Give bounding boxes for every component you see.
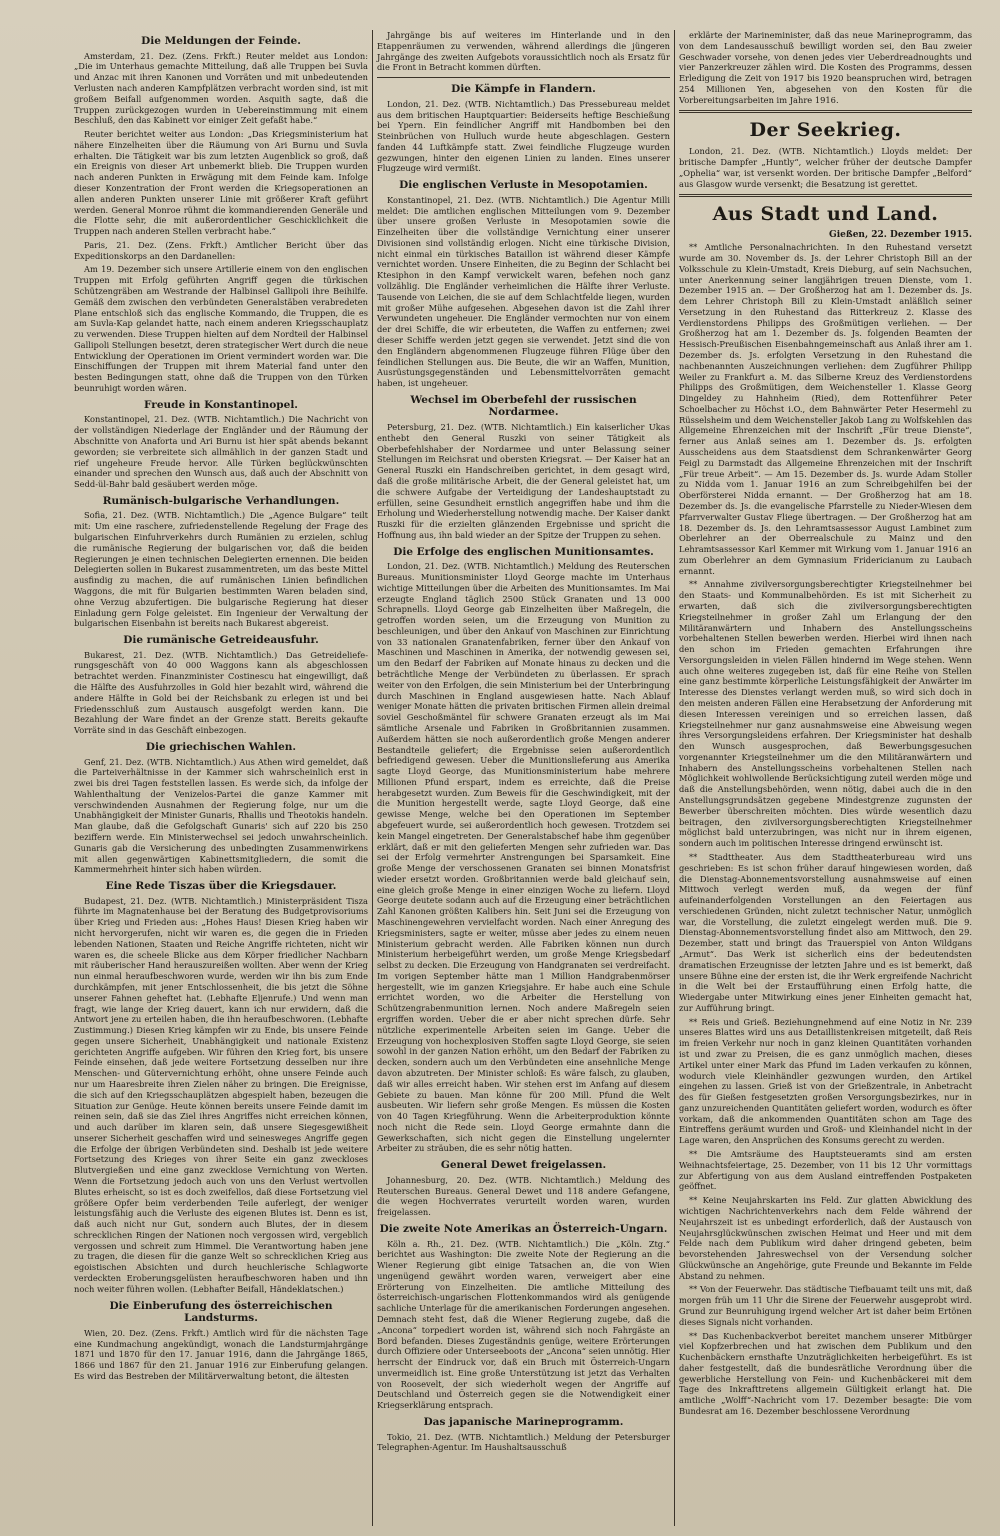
article-paragraph: Bukarest, 21. Dez. (WTB. Nichtamtlich.) Das Getreidelieferungsgeschäft von 40 000 Waggons kann als abgeschlossen betrachtet werden. Finanzminister Costinescu hat eingewilligt, daß die Hälfte des Ausfuhrzolles in Gold hier bezahlt wird, während die andere Hälfte in Gold bei der Reichsbank zu erlegen ist und bei Friedensschluß zum Austausch ausgefolgt werden kann. Die Bezahlung der Ware findet an der Grenze statt. Bereits gekaufte Vorräte sind in das Geschäft einbezogen. (74, 649, 368, 736)
article-paragraph: ** Keine Neujahrskarten ins Feld. Zur glatten Abwicklung des wichtigen Nachrichtenverkehrs nach dem Felde während der Neujahrszeit ist es unbedingt erforderlich, daß der Austausch von Neujahrsglückwünschen zwischen Heimat und Heer und mit dem Felde nach dem Publikum wird daher dringend gebeten, beim bevorstehenden Jahreswechsel von der Versendung solcher Glückwünsche an Angehörige, gute Freunde und Bekannte im Felde Abstand zu nehmen. (679, 1195, 972, 1281)
dateline: Gießen, 22. Dezember 1915. (829, 230, 972, 241)
article-paragraph: erklärte der Marineminister, daß das neue Marineprogramm, das von dem Landesausschuß bewilligt worden sei, den Bau zweier Geschwader vorsehe, von denen jedes vier Ueberdreadnoughts und vier Panzerkreuzer zählen wird. Die Kosten des Programms, dessen Erledigung die Zeit von 1917 bis 1920 beanspruchen wird, betragen 254 Millionen Yen, abgesehen von den Kosten für die Vorbereitungsarbeiten im Jahre 1916. (679, 30, 972, 105)
article-paragraph: Tokio, 21. Dez. (WTB. Nichtamtlich.) Meldung der Petersburger Telegraphen-Agentur. Im Haushaltsausschuß (377, 1431, 670, 1453)
article-paragraph: Konstantinopel, 21. Dez. (WTB. Nichtamtlich.) Die Nachricht von der vollständigen Niederlage der Engländer und der Räumung der Abschnitte von Anaforta und Ari Burnu ist hier spät abends bekannt geworden; sie verbreitete sich allmählich in der ganzen Stadt und rief ungeheure Freude hervor. Alle Türken beglückwünschten einander und sprechen den Wunsch aus, daß auch der Abschnitt von Sedd-ül-Bahr bald gesäubert werden möge. (74, 414, 368, 490)
article-paragraph: Am 19. Dezember sich unsere Artillerie einem von den englischen Truppen mit Erfolg geführten Angriff gegen die türkischen Schützengräben am Westrande der Halbinsel Gallipoli ihre Beihilfe. Gemäß dem zwischen den verbündeten Generalstäben verabredeten Plane entschloß sich das englische Kommando, die Truppen, die es am Suvla-Kap gelandet hatte, nach einem anderen Kriegsschauplatz zu verwenden. Diese Truppen hielten auf dem Nordteil der Halbinsel Gallipoli Stellungen besetzt, deren strategischer Wert durch die neue Entwicklung der Operationen im Orient vermindert worden war. Die Einschiffungen der Truppen mit ihrem Material fand unter den besten Bedingungen statt, ohne daß die Truppen von den Türken beunruhigt worden wären. (74, 264, 368, 394)
article-paragraph: Petersburg, 21. Dez. (WTB. Nichtamtlich.) Ein kaiserlicher Ukas enthebt den General Ruszki von seiner Tätigkeit als Oberbefehlshaber der Nordarmee und unter Belassung seiner Stellungen im Reichsrat und obersten Kriegsrat. — Der Kaiser hat an General Ruszki ein Handschreiben gerichtet, in dem gesagt wird, daß die große militärische Arbeit, die der General geleistet hat, um die schwere Aufgabe der Verteidigung der Landeshauptstadt zu erfüllen, seine Gesundheit ernstlich angegriffen habe und ihm die Erholung und Wiederherstellung notwendig mache. Der Kaiser dankt Ruszki für die erzielten glänzenden Ergebnisse und spricht die Hoffnung aus, ihn bald wieder an der Spitze der Truppen zu sehen. (377, 422, 670, 540)
article-paragraph: Johannesburg, 20. Dez. (WTB. Nichtamtlich.) Meldung des Reuterschen Bureaus. General Dewet und 118 andere Gefangene, die wegen Hochverrates verurteilt worden waren, wurden freigelassen. (377, 1174, 670, 1218)
article-paragraph: Konstantinopel, 21. Dez. (WTB. Nichtamtlich.) Die Agentur Milli meldet: Die amtlichen englischen Mitteilungen vom 9. Dezember über unsere großen Verluste in Mesopotamien sowie die Einzelheiten über die vollständige Vernichtung einer unserer Divisionen sind vollständig erlogen. Nicht eine türkische Division, nicht einmal ein türkisches Bataillon ist während dieser Kämpfe vernichtet worden. Unsere Einheiten, die zu Beginn der Schlacht bei Ktesiphon in den Kampf verwickelt waren, befehen noch ganz vollzählig. Die Engländer verheimlichen die Hälfte ihrer Verluste. Tausende von Leichen, die sie auf dem Schlachtfelde liegen, wurden mit großer Mühe aufgesehen. Abgesehen davon ist die Zahl ihrer Verwundeten ungeheuer. Die Engländer vermochten nur von einem der drei Schiffe, die wir erbeuteten, die Waffen zu entfernen; zwei dieser Schiffe werden jetzt gegen sie verwendet. Jetzt sind die von den Engländern abgenommenen Flugzeuge führen Flüge über den feindlichen Stellungen aus. Die Beute, die wir an Waffen, Munition, Ausrüstungsgegenständen und Lebensmittelvorräten gemacht haben, ist ungeheuer. (377, 194, 670, 389)
headline: General Dewet freigelassen. (440, 1159, 607, 1172)
article-paragraph: Wien, 20. Dez. (Zens. Frkft.) Amtlich wird für die nächsten Tage eine Kundmachung angekündigt, wonach die Landsturmjahrgänge 1871 und 1870 für den 17. Januar 1916, dann die Jahrgänge 1865, 1866 und 1867 für den 21. Januar 1916 zur Einberufung gelangen. Es wird das Bestreben der Militärverwaltung betont, die ältesten (74, 1327, 368, 1381)
article-paragraph: Genf, 21. Dez. (WTB. Nichtamtlich.) Aus Athen wird gemeldet, daß die Parteiverhältnisse in der Kammer sich wahrscheinlich erst in zwei bis drei Tagen feststellen lassen. Es werde sich, da infolge der Wahlenthaltung der Venizelos-Partei die ganze Kammer mit verschwindenden Ausnahmen der Regierung folge, nur um die Unabhängigkeit der Minister Gunaris, Rhallis und Theotokis handeln. Man glaube, daß die Gefolgschaft Gunaris' sich auf 220 bis 250 beziffern werde. Ein Ministerwechsel sei jedoch unwahrscheinlich. Gunaris gab die Versicherung des unbedingten Zusammenwirkens mit allen gegenwärtigen Kabinettsmitgliedern, die somit die Kammermehrheit hinter sich haben würden. (74, 756, 368, 875)
columns (70, 30, 990, 1526)
headline: Die Erfolge des englischen Munitionsamtes. (393, 545, 654, 558)
section-headline: Aus Stadt und Land. (712, 203, 939, 226)
article-paragraph: ** Das Kuchenbackverbot bereitet manchem unserer Mitbürger viel Kopfzerbrechen und hat zwischen dem Publikum und den Kuchenbäckern ernsthafte Unzuträglichkeiten herbeigeführt. Es ist daher festgestellt, daß die bundesrätliche Verordnung über die gewerbliche Herstellung von Fein- und Kuchenbäckerei mit dem Tage des Inkrafttretens allgemein Gültigkeit erlangt hat. Die amtliche „Wolff“-Nachricht vom 17. Dezember besagte: Die vom Bundesrat am 16. Dezember beschlossene Verordnung (679, 1330, 972, 1416)
article-paragraph: ** Reis und Grieß. Beziehungnehmend auf eine Notiz in Nr. 239 unseres Blattes wird uns aus Detaillistenkreisen mitgeteilt, daß Reis im freien Verkehr nur noch in ganz kleinen Quantitäten vorhanden ist und zwar zu Preisen, die es ganz unmöglich machen, dieses Artikel unter einer Mark das Pfund im Laden verkaufen zu können, wodurch viele Kleinhändler gezwungen wurden, den Artikel eingehen zu lassen. Grieß ist von der Grießzentrale, in Anbetracht des für Gießen festgesetzten großen Versorgungsbezirkes, nur in ganz unzureichenden Quantitäten geliefert worden, wodurch es öfter vorkam, daß die ankommenden Quantitäten schon am Tage des Eintreffens geräumt wurden und Groß- und Kleinhandel nicht in der Lage waren, den Ansprüchen des Konsums gerecht zu werden. (679, 1016, 972, 1146)
column-2 (372, 30, 674, 1526)
article-paragraph: Paris, 21. Dez. (Zens. Frkft.) Amtlicher Bericht über das Expeditionskorps an den Dardanellen: (74, 239, 368, 261)
article-paragraph: London, 21. Dez. (WTB. Nichtamtlich.) Lloyds meldet: Der britische Dampfer „Huntly“, welcher früher der deutsche Dampfer „Ophelia“ war, ist versenkt worden. Der britische Dampfer „Belford“ aus Glasgow wurde versenkt; die Besatzung ist gerettet. (679, 146, 972, 189)
article-paragraph: Jahrgänge bis auf weiteres im Hinterlande und in den Etappenräumen zu verwenden, während allerdings die jüngeren Jahrgänge des zweiten Aufgebots voraussichtlich noch als Ersatz für die Front in Betracht kommen dürften. (377, 30, 670, 73)
headline: Das japanische Marineprogramm. (423, 1416, 624, 1428)
headline: Die Kämpfe in Flandern. (451, 83, 596, 96)
section-headline: Der Seekrieg. (749, 119, 902, 142)
headline: Rumänisch-bulgarische Verhandlungen. (102, 494, 340, 507)
article-paragraph: ** Stadttheater. Aus dem Stadttheaterbureau wird uns geschrieben: Es ist schon früher darauf hingewiesen worden, daß die Dienstag-Abonnementsvorstellung ausnahmsweise auf einen Mittwoch verlegt werden muß, da wegen der fünf aufeinanderfolgenden Vorstellungen an den Feiertagen aus verschiedenen Gründen, nicht zuletzt technischer Natur, unmöglich war, die Vorstellung, die zuletzt eingelegt werden muß. Die 9. Dienstag-Abonnementsvorstellung findet also am Mittwoch, den 29. Dezember, statt und bringt das Trauerspiel von Anton Wildgans „Armut“. Das Werk ist sicherlich eins der bedeutendsten dramatischen Erzeugnisse der letzten Jahre und es ist bemerkt, daß unsere Bühne eine der ersten ist, die ihr Werk ergreifende Nachricht in die Welt bei der Erstaufführung einen Erfolg hatte, die Wiedergabe unter Mitwirkung eines jener Einheiten gemacht hat, zur Aufführung bringt. (679, 851, 972, 1013)
article-paragraph: ** Von der Feuerwehr. Das städtische Tiefbauamt teilt uns mit, daß morgen früh um 11 Uhr die Sirene der Feuerwehr ausgeprobt wird. Grund zur Beunruhigung irgend welcher Art ist daher beim Ertönen dieses Signals nicht vorhanden. (679, 1284, 972, 1327)
headline: Freude in Konstantinopel. (144, 398, 298, 411)
headline: Die rumänische Getreideausfuhr. (123, 634, 319, 647)
article-paragraph: Sofia, 21. Dez. (WTB. Nichtamtlich.) Die „Agence Bulgare“ teilt mit: Um eine raschere, zufriedenstellende Regelung der Frage des bulgarischen Einfuhrverkehrs durch Rumänien zu erzielen, schlug die rumänische Regierung der bulgarischen vor, daß die beiden Regierungen je einen technischen Delegierten ernennen. Die beiden Delegierten sollen in Bukarest zusammentreten, um das beste Mittel ausfindig zu machen, die auf rumänischen Linien befindlichen Waggons, die mit für Bulgarien bestimmten Waren beladen sind, ohne Verzug abzufertigen. Die bulgarische Regierung hat dieser Einladung gern Folge geleistet. Ein Ingenieur der Verwaltung der bulgarischen Eisenbahn ist bereits nach Bukarest abgereist. (74, 510, 368, 629)
column-3 (674, 30, 976, 1526)
article-paragraph: Amsterdam, 21. Dez. (Zens. Frkft.) Reuter meldet aus London: „Die im Unterhaus gemachte Mitteilung, daß alle Truppen bei Suvla und Anzac mit ihren Kanonen und Vorräten und mit unbedeutenden Verlusten nach anderen Kampfplätzen verbracht worden sind, ist mit großem Beifall aufgenommen worden. Asquith sagte, daß die Truppen zurückgezogen wurden in Uebereinstimmung mit einem Beschluß, den das Kabinett vor einiger Zeit gefaßt habe.“ (74, 50, 368, 126)
divider (377, 77, 670, 78)
article-paragraph: ** Die Amtsräume des Hauptsteueramts sind am ersten Weihnachtsfeiertage, 25. Dezember, von 11 bis 12 Uhr vormittags zur Abfertigung von aus dem Ausland eintreffenden Postpaketen geöffnet. (679, 1149, 972, 1192)
article-paragraph: ** Annahme zivilversorgungsberechtigter Kriegsteilnehmer bei den Staats- und Kommunalbehörden. Es ist mit Sicherheit zu erwarten, daß sich die zivilversorgungsberechtigten Kriegsteilnehmer in großer Zahl um Erlangung der den Militäranwärtern und Inhabern des Anstellungsscheins vorbehaltenen Stellen bewerben werden. Hierbei wird ihnen nach den schon im Frieden gemachten Erfahrungen ihre Versorgungsleiden in vielen Fällen hindernd im Wege stehen. Wenn auch ohne weiteres zugegeben ist, daß für eine Reihe von Stellen eine ganz bestimmte körperliche Leistungsfähigkeit der Anwärter im Interesse des Dienstes verlangt werden muß, so wird sich doch in den meisten anderen Fällen eine Herabsetzung der Anforderung mit diesen Interessen vereinigen und so erreichen lassen, daß Kriegsteilnehmer nur ganz ausnahmsweise eine Abweisung wegen ihres Versorgungsleidens erfahren. Der Kriegsminister hat deshalb den Wunsch ausgesprochen, daß Bewerbungsgesuchen vorgenannter Kriegsteilnehmer um die den Militäranwärtern und Inhabern des Anstellungsscheins vorbehaltenen Stellen nach Möglichkeit wohlwollende Berücksichtigung zuteil werden möge und daß die Anstellungsbehörden, wenn nötig, dabei auch die in den Anstellungsgrundsätzen gegebene Mindestgrenze zugunsten der Bewerber überschreiten möchten. Dies würde wesentlich dazu beitragen, den zivilversorgungsberechtigten Kriegsteilnehmer möglichst bald unterzubringen, was nicht nur in ihrem eigenen, sondern auch im politischen Interesse dringend erwünscht ist. (679, 579, 972, 849)
divider (679, 110, 972, 113)
headline: Die zweite Note Amerikas an Österreich-Ungarn. (379, 1222, 668, 1235)
headline: Die Einberufung des österreichischen Landsturms. (109, 1299, 333, 1325)
column-1 (70, 30, 372, 1526)
article-paragraph: Köln a. Rh., 21. Dez. (WTB. Nichtamtlich.) Die „Köln. Ztg.“ berichtet aus Washington: Die zweite Note der Regierung an die Wiener Regierung gibt einige Tatsachen an, die von Wien ungenügend gewährt worden waren, verweigert aber eine Erörterung von Einzelheiten. Die amtliche Mitteilung des österreichisch-ungarischen Flottenkommandos wird als genügende sachliche Unterlage für die amerikanischen Forderungen angesehen. Demnach steht fest, daß die Wiener Regierung zugebe, daß die „Ancona“ torpediert worden ist, während sich noch Fahrgäste an Bord befanden. Dieses Zugeständnis genüge, weitere Erörterungen durch Offiziere oder Unterseeboots der „Ancona“ seien unnötig. Hier herrscht der Eindruck vor, daß ein Bruch mit Österreich-Ungarn unvermeidlich ist. Eine große Unterstützung ist jetzt das Verhalten von Roosevelt, der sich wiederholt wegen der Angriffe auf Deutschland und Österreich gegen sie die Notwendigkeit einer Kriegserklärung entsprach. (377, 1238, 670, 1411)
headline: Wechsel im Oberbefehl der russischen Nordarmee. (410, 393, 637, 419)
headline: Die englischen Verluste in Mesopotamien. (399, 179, 648, 192)
headline: Eine Rede Tiszas über die Kriegsdauer. (105, 880, 337, 893)
article-paragraph: London, 21. Dez. (WTB. Nichtamtlich.) Meldung des Reuterschen Bureaus. Munitionsminister Lloyd George machte im Unterhaus wichtige Mitteilungen über die Arbeiten des Munitionsamtes. Im Mai erzeugte England täglich 2500 Stück Granaten und 13 000 Schrapnells. Lloyd George gab Einzelheiten über Maßregeln, die getroffen worden seien, um die Erzeugung von Munition zu beschleunigen, und über den Ankauf von Maschinen zur Einrichtung von 33 nationalen Granatenfabriken, ferner über den Ankauf von Maschinen und Maschinen in Amerika, der notwendig gewesen sei, um den Bedarf der Fabriken auf Monate hinaus zu decken und die beträchtliche Menge der Verbündeten zu überlassen. Er sprach weiter von den Erfolgen, die sein Ministerium bei der Unterbringung durch Maschinen in England ausgewiesen hatte. Nach Ablauf weniger Monate hätten die privaten britischen Firmen allein dreimal soviel Geschoßmäntel für schwere Granaten erzeugt als im Mai sämtliche Arsenale und Fabriken in Großbritannien zusammen. Außerdem hätten sie noch außerordentlich große Mengen anderer Bestandteile geliefert; die Ergebnisse seien außerordentlich befriedigend gewesen. Ueber die Munitionslieferung aus Amerika sagte Lloyd George, das Munitionsministerium habe mehrere Millionen Pfund erspart, indem es erreichte, daß die Preise herabgesetzt wurden. Zum Beweis für die Geschwindigkeit, mit der die Munition hergestellt werde, sagte Lloyd George, daß eine gewisse Menge, welche bei den Operationen im September abgefeuert wurde, sei außerordentlich hoch gewesen. Trotzdem sei kein Mangel eingetreten. Der Generalstabschef habe ihm gegenüber erklärt, daß er mit den gelieferten Mengen sehr zufrieden war. Das sei der Erfolg vermehrter Anstrengungen bei Sparsamkeit. Eine große Menge der verschossenen Granaten sei binnen Monatsfrist wieder ersetzt worden. Großbritannien werde bald gleichauf sein, eine gleich große Menge in einer einzigen Woche zu liefern. Lloyd George deutete sodann auch auf die Erzeugung einer beträchtlichen Zahl Kanonen größten Kalibers hin. Seit Juni sei die Erzeugung von Maschinengewehren vervielfacht worden. Nach einer Anregung des Kriegsministers, sagte er weiter, müsse aber jedes zu einem neuen Ministerium gebracht werden. Alle Fabriken können nun durch Ministerium herbeigeführt werden, um große Menge Kriegsbedarf selbst zu decken. Die Erzeugung von Handgranaten sei verdreifacht. Im vorigen September hätte man 1 Million Handgrabenmörser hergestellt, wie im ganzen Kriegsjahre. Er habe auch eine Schule errichtet worden, wo die Arbeiter die Herstellung von Schützengrabenmunition lernen. Noch andere Maßregeln seien ergriffen worden. Ueber die er aber nicht sprechen dürfe. Sehr nützliche experimentelle Arbeiten seien im Gange. Ueber die Erzeugung von hochexplosiven Stoffen sagte Lloyd George, sie seien sowohl in der ganzen Nation erhöht, um den Bedarf der Fabriken zu decken, sondern auch um den Verbündeten eine ansehnliche Menge davon abzutreten. Der Minister schloß: Es wäre falsch, zu glauben, daß wir alles erreicht haben. Wir stehen erst im Anfang auf diesem Gebiete zu bauen. Man könne für 200 Mill. Pfund die Welt ausbeuten. Wir liefern sehr große Mengen. Es müssen die Kosten von 40 Tagen Kriegführung. Wenn die Arbeiterproduktion könnte noch nicht die Rede sein. Lloyd George ermahnte dann die Gewerkschaften, sich nicht gegen die Einstellung ungelernter Arbeiter zu sträuben, die es sehr nötig hatten. (377, 561, 670, 1154)
article-paragraph: ** Amtliche Personalnachrichten. In den Ruhestand versetzt wurde am 30. November ds. Js. der Lehrer Christoph Bill an der Volksschule zu Klein-Umstadt, Kreis Dieburg, auf sein Nachsuchen, unter Anerkennung seiner langjährigen treuen Dienste, vom 1. Dezember 1915 an. — Der Großherzog hat am 1. Dezember ds. Js. dem Lehrer Christoph Bill zu Klein-Umstadt anläßlich seiner Versetzung in den Ruhestand das Ritterkreuz 2. Klasse des Verdienstordens Philipps des Großmütigen verliehen. — Der Großherzog hat am 1. Dezember ds. Js. folgenden Beamten der Hessisch-Preußischen Eisenbahngemeinschaft aus Anlaß ihrer am 1. Dezember ds. Js. erfolgten Versetzung in den Ruhestand die nachbenannten Auszeichnungen verliehen: dem Zugführer Philipp Weiler zu Frankfurt a. M. das Silberne Kreuz des Verdienstordens Philipps des Großmütigen, dem Weichensteller 1. Klasse Georg Dingeldey zu Hahnheim (Ried), dem Rottenführer Peter Schoelbacher zu Höchst i.O., dem Bahnwärter Peter Hesermehl zu Rüsselsheim und dem Weichensteller Jakob Lang zu Wolfskehlen das Allgemeine Ehrenzeichen mit der Inschrift „Für treue Dienste“, ferner aus Anlaß seines am 1. Dezember ds. Js. erfolgten Ausscheidens aus dem Staatsdienst dem Schrankenwärter Georg Feigl zu Darmstadt das Allgemeine Ehrenzeichen mit der Inschrift „Für treue Arbeit“. — Am 15. Dezember ds. Js. wurde Adam Stoller zu Nidda vom 1. Januar 1916 an zum Schreibgehilfen bei der Oberförsterei Nidda ernannt. — Der Großherzog hat am 18. Dezember ds. Js. die evangelische Pfarrstelle zu Nieder-Wiesen dem Pfarrverwalter Gustav Fliege übertragen. — Der Großherzog hat am 18. Dezember ds. Js. den Lehramtsassessor August Lambinet zum Oberlehrer an der Oberrealschule zu Mainz und den Lehramtsassessor Karl Kemmer mit Wirkung vom 1. Januar 1916 an zum Oberlehrer an dem Gymnasium Fridericianum zu Laubach ernannt. (679, 242, 972, 576)
article-paragraph: London, 21. Dez. (WTB. Nichtamtlich.) Das Pressebureau meldet aus dem britischen Hauptquartier: Beiderseits heftige Beschießung bei Ypern. Ein feindlicher Angriff mit Handbomben bei den Steinbrüchen von Hulluch wurde heute abgeschlagen. Gestern fanden 44 Luftkämpfe statt. Zwei feindliche Flugzeuge wurden gezwungen, hinter den eigenen Linien zu landen. Eines unserer Flugzeuge wird vermißt. (377, 98, 670, 174)
article-paragraph: Reuter berichtet weiter aus London: „Das Kriegsministerium hat nähere Einzelheiten über die Räumung von Ari Burnu und Suvla erhalten. Die Tätigkeit war bis zum letzten Augenblick so groß, daß ein Ereignis von dieser Art unbemerkt blieb. Die Truppen wurden nach anderen Punkten in Erwägung mit dem Feinde kam. Infolge dieser Konzentration der Front werden die Kriegsoperationen an allen anderen Punkten unserer Linie mit größerer Kraft geführt werden. General Monroe rühmt die kommandierenden Generäle und die Flotte sehr, die mit außerordentlicher Geschicklichkeit die Truppen nach anderen Stellen verbracht habe.“ (74, 129, 368, 237)
headline: Die griechischen Wahlen. (145, 740, 297, 753)
article-paragraph: Budapest, 21. Dez. (WTB. Nichtamtlich.) Ministerpräsident Tisza führte im Magnatenhause bei der Beratung des Budgetprovisoriums über Krieg und Frieden aus: „Hohes Haus! Diesen Krieg haben wir nicht hervorgerufen, nicht wir waren es, die gegen die in Frieden lebenden Nationen, Staaten und Reiche Angriffe richteten, nicht wir waren es, die scheele Blicke aus dem Körper friedlicher Nachbarn mit räuberischer Hand herauszureißen wollten. Aber wenn der Krieg nun einmal heraufbeschworen wurde, werden wir ihn bis zum Ende durchkämpfen, mit jener Entschlossenheit, die bis jetzt die Söhne unserer Fahnen geheftet hat. (Lebhafte Eljenrufe.) Und wenn man fragt, wie lange der Krieg dauert, kann ich nur erwidern, daß die Antwort jene zu erteilen haben, die ihn heraufbeschworen. (Lebhafte Zustimmung.) Diesen Krieg kämpfen wir zu Ende, bis unsere Feinde gegen unsere Sicherheit, Unabhängigkeit und nationale Existenz gerichteten Angriffe aufgeben. Wir führen den Krieg fort, bis unsere Feinde einsehen, daß jede weitere Fortsetzung desselben nur ihre Menschen- und Gütervernichtung erhöht, ohne unsere Feinde auch nur um Haaresbreite ihren Zielen näher zu bringen. Die Ereignisse, die sich auf den Kriegsschauplätzen abgespielt haben, bezeugen die Situation zur Genüge. Heute können bereits unsere Feinde damit im reinen sein, daß sie das Ziel ihres Angriffes nicht erreichen können, und auch darüber im klaren sein, daß unsere Siegesgewißheit unserer Sicherheit geschaffen wird und seinesweges Angriffe gegen die Erfolge der übrigen Verbündeten sind. Deshalb ist jede weitere Fortsetzung des Krieges von ihrer Seite ein ganz zweckloses Blutvergießen und eine ganz zwecklose Vernichtung von Werten. Wenn die Fortsetzung jedoch auch von uns den Verlust wertvollen Blutes erheischt, so ist es doch zweifellos, daß diese Fortsetzung viel größere Opfer beim verderbenden Teile auferlegt, der weniger leistungsfähig auch die Verluste des eigenen Blutes ist. Denn es ist, daß auch nicht nur Gut, sondern auch Blutes, der in diesem schrecklichen Ringen der Nationen noch vergossen wird, vergeblich vergossen und schreit zum Himmel. Die Verantwortung haben jene zu tragen, die diesen für die ganze Welt so schrecklichen Krieg aus egoistischen Absichten und durch heuchlerische Schlagworte verdeckten Eroberungsgelüsten heraufbeschworen haben und ihn noch weiter führen wollen. (Lebhafter Beifall, Händeklatschen.) (74, 895, 368, 1294)
divider (679, 194, 972, 197)
headline: Die Meldungen der Feinde. (141, 35, 301, 47)
